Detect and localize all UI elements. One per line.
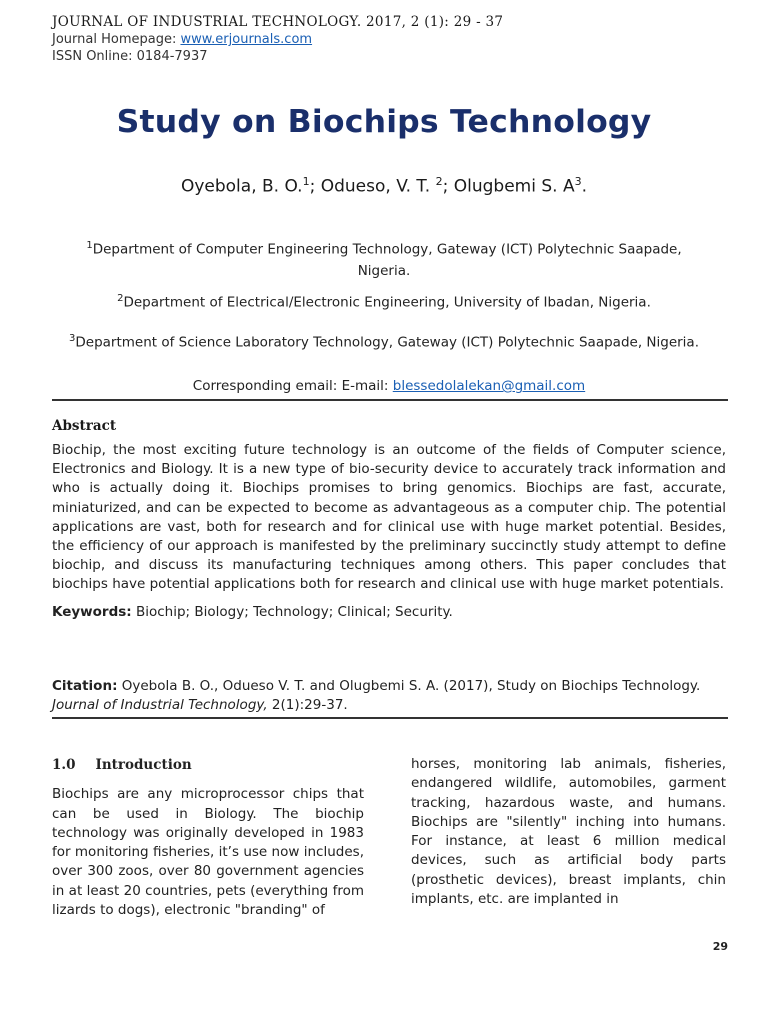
- journal-citation-line: JOURNAL OF INDUSTRIAL TECHNOLOGY. 2017, 2 (1): 29 - 37: [52, 14, 504, 30]
- affiliation-mark: 1: [86, 240, 93, 251]
- corresponding-label: Corresponding email: E-mail:: [192, 378, 393, 394]
- right-column: [411, 755, 726, 909]
- abstract-text: Biochip, the most exciting future technology is an outcome of the fields of Computer science, Electronics and Biology. It is a new type of bio-security device to accurately track information and who is actually doing it. Biochips promises to bring genomics. Biochips are fast, accurate, miniaturized, and can be expected to become as advantageous as a computer chip. The potential applications are vast, both for research and for clinical use with huge market potential. Besides, the efficiency of our approach is manifested by the preliminary succinctly study attempt to define biochip, and discuss its manufacturing techniques among others. This paper concludes that biochips have potential applications both for research and clinical use with huge market potentials.: [52, 442, 726, 593]
- top-divider: [52, 399, 728, 401]
- affiliation-text: Department of Computer Engineering Technology, Gateway (ICT) Polytechnic Saapade, Nigeria.: [92, 241, 682, 279]
- abstract-section: [52, 418, 726, 620]
- keywords-text: Biochip; Biology; Technology; Clinical; Security.: [131, 603, 453, 620]
- author-name: Oyebola, B. O.: [180, 176, 303, 197]
- affiliation-text: Department of Electrical/Electronic Engineering, University of Ibadan, Nigeria.: [123, 294, 651, 311]
- author-separator: ;: [309, 176, 321, 197]
- affiliation-mark: 2: [117, 293, 124, 304]
- author-list: [0, 175, 768, 197]
- author-affiliation-mark: 1: [302, 175, 310, 188]
- affiliation-3: [60, 328, 708, 354]
- paper-title: Study on Biochips Technology: [116, 104, 652, 140]
- introduction-heading: [52, 756, 364, 775]
- issn-line: ISSN Online: 0184-7937: [52, 49, 208, 64]
- author-name: Olugbemi S. A: [453, 176, 575, 197]
- keywords-label: Keywords:: [52, 603, 132, 620]
- left-column: [52, 756, 364, 920]
- author-affiliation-mark: 3: [574, 175, 582, 188]
- citation-text: Oyebola B. O., Odueso V. T. and Olugbemi S. A. (2017), Study on Biochips Technology.: [117, 678, 701, 694]
- homepage-link[interactable]: www.erjournals.com: [180, 32, 313, 47]
- homepage-label: Journal Homepage:: [52, 32, 181, 47]
- section-number: 1.0: [52, 757, 76, 773]
- section-title: Introduction: [95, 757, 192, 773]
- page-number: 29: [712, 940, 728, 953]
- citation-block: [52, 677, 726, 715]
- author-separator: ;: [442, 176, 454, 197]
- keywords-line: [52, 604, 726, 620]
- citation-label: Citation:: [52, 678, 118, 694]
- abstract-heading: Abstract: [52, 418, 117, 434]
- bottom-divider: [52, 717, 728, 719]
- affiliation-mark: 3: [69, 333, 76, 344]
- affiliation-1: [60, 235, 708, 282]
- journal-homepage-line: [52, 31, 732, 48]
- affiliation-text: Department of Science Laboratory Technology, Gateway (ICT) Polytechnic Saapade, Nigeria.: [75, 334, 699, 351]
- email-link[interactable]: blessedolalekan@gmail.com: [392, 378, 586, 394]
- intro-text-right: horses, monitoring lab animals, fisheries, endangered wildlife, automobiles, garment tracking, hazardous waste, and humans. Biochips are "silently" inching into humans. For instance, at least 6 million medical devices, such as artificial body parts (prosthetic devices), breast implants, chin implants, etc. are implanted in: [411, 756, 726, 908]
- journal-header: [52, 14, 732, 65]
- author-name: Odueso, V. T.: [320, 176, 436, 197]
- author-separator: .: [581, 176, 588, 197]
- author-affiliation-mark: 2: [435, 175, 443, 188]
- corresponding-email: [0, 378, 768, 394]
- citation-journal: Journal of Industrial Technology,: [52, 697, 268, 713]
- citation-volume: 2(1):29-37.: [267, 697, 348, 713]
- affiliation-2: [60, 288, 708, 314]
- intro-text-left: Biochips are any microprocessor chips that can be used in Biology. The biochip technology was originally developed in 1983 for monitoring fisheries, it’s use now includes, over 300 zoos, over 80 government agencies in at least 20 countries, pets (everything from lizards to dogs), electronic "branding" of: [52, 786, 364, 919]
